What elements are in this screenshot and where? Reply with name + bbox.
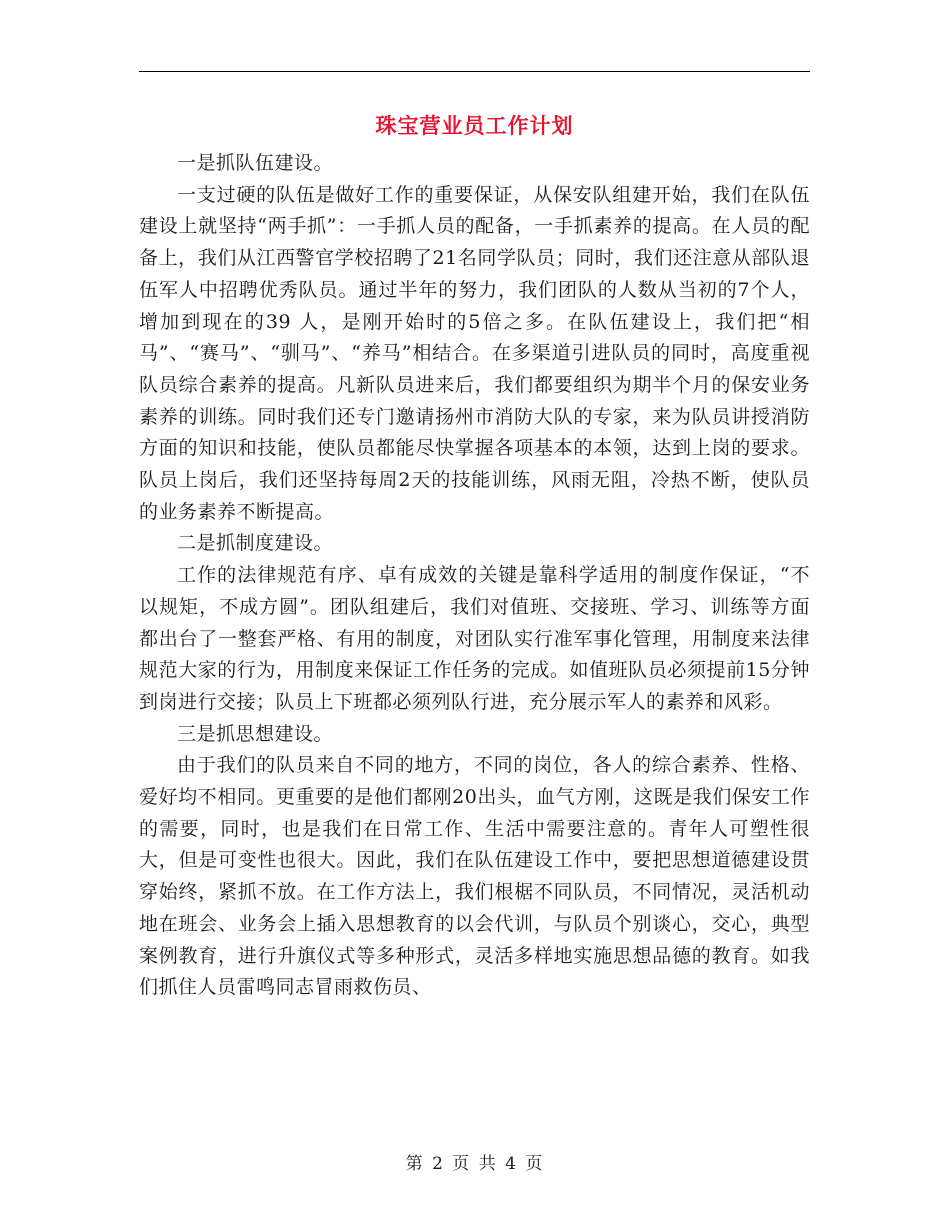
document-title: 珠宝营业员工作计划	[375, 113, 574, 138]
page-number-footer: 第 2 页 共 4 页	[405, 1154, 545, 1174]
header-rule	[139, 71, 810, 72]
paragraph-section-heading-1: 一是抓队伍建设。	[177, 152, 334, 174]
paragraph-section-heading-3: 三是抓思想建设。	[177, 722, 334, 745]
document-body	[139, 148, 810, 1004]
paragraph-ideology-building: 由于我们的队员来自不同的地方，不同的岗位，各人的综合素养、性格、爱好均不相同。更重要的是他们都刚20出头，血气方刚，这既是我们保安工作的需要，同时，也是我们在日常工作、生活中需要注意的。青年人可塑性很大，但是可变性也很大。因此，我们在队伍建设工作中，要把思想道德建设贯穿始终，紧抓不放。在工作方法上，我们根椐不同队员，不同情况，灵活机动地在班会、业务会上插入思想教育的以会代训，与队员个别谈心，交心，典型案例教育，进行升旗仪式等多种形式，灵活多样地实施思想品德的教育。如我们抓住人员雷鸣同志冒雨救伤员、	[139, 754, 810, 999]
paragraph-team-building: 一支过硬的队伍是做好工作的重要保证，从保安队组建开始，我们在队伍建设上就坚持“两手抓”：一手抓人员的配备，一手抓素养的提高。在人员的配备上，我们从江西警官学校招聘了21名同学队员；同时，我们还注意从部队退伍军人中招聘优秀队员。通过半年的努力，我们团队的人数从当初的7个人，增加到现在的39 人，是刚开始时的5倍之多。在队伍建设上，我们把“相马”、“赛马”、“驯马”、“养马”相结合。在多渠道引进队员的同时，高度重视队员综合素养的提高。凡新队员进来后，我们都要组织为期半个月的保安业务素养的训练。同时我们还专门邀请扬州市消防大队的专家，来为队员讲授消防方面的知识和技能，使队员都能尽快掌握各项基本的本领，达到上岗的要求。队员上岗后，我们还坚持每周2天的技能训练，风雨无阻，冷热不断，使队员的业务素养不断提高。	[139, 183, 810, 523]
paragraph-system-building: 工作的法律规范有序、卓有成效的关键是靠科学适用的制度作保证，“不以规矩，不成方圆”。团队组建后，我们对值班、交接班、学习、训练等方面都出台了一整套严格、有用的制度，对团队实行准军事化管理，用制度来法律规范大家的行为，用制度来保证工作任务的完成。如值班队员必须提前15分钟到岗进行交接；队员上下班都必须列队行进，充分展示军人的素养和风彩。	[139, 564, 810, 713]
paragraph-section-heading-2: 二是抓制度建设。	[177, 532, 334, 555]
